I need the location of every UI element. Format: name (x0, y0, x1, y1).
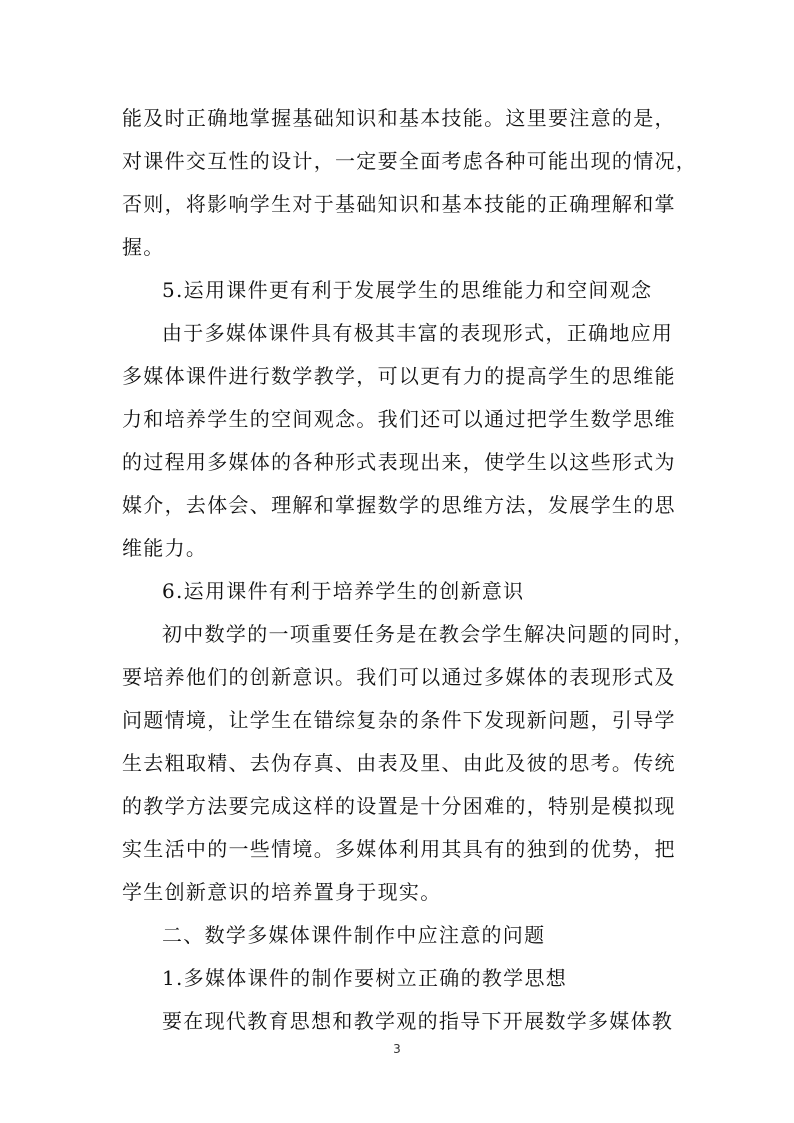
text-line: 学生创新意识的培养置身于现实。 (122, 880, 442, 904)
text-line: 问题情境，让学生在错综复杂的条件下发现新问题，引导学 (122, 708, 676, 732)
page-number: 3 (393, 1042, 401, 1056)
text-line: 媒介，去体会、理解和掌握数学的思维方法，发展学生的思 (122, 493, 676, 517)
text-line: 要培养他们的创新意识。我们可以通过多媒体的表现形式及 (122, 665, 676, 689)
text-line: 实生活中的一些情境。多媒体利用其具有的独到的优势，把 (122, 837, 676, 861)
paragraph-start: 初中数学的一项重要任务是在教会学生解决问题的同时， (162, 622, 695, 646)
text-line: 多媒体课件进行数学教学，可以更有力的提高学生的思维能 (122, 364, 676, 388)
text-line: 否则，将影响学生对于基础知识和基本技能的正确理解和掌 (122, 192, 676, 216)
text-line: 力和培养学生的空间观念。我们还可以通过把学生数学思维 (122, 407, 676, 431)
text-line: 能及时正确地掌握基础知识和基本技能。这里要注意的是， (122, 106, 676, 130)
text-line: 的过程用多媒体的各种形式表现出来，使学生以这些形式为 (122, 450, 676, 474)
paragraph-start: 要在现代教育思想和教学观的指导下开展数学多媒体教 (162, 1009, 674, 1033)
text-line: 对课件交互性的设计，一定要全面考虑各种可能出现的情况， (122, 149, 698, 173)
section-heading-6: 6.运用课件有利于培养学生的创新意识 (162, 579, 525, 603)
chapter-heading-2: 二、数学多媒体课件制作中应注意的问题 (162, 923, 546, 947)
paragraph-start: 由于多媒体课件具有极其丰富的表现形式，正确地应用 (162, 321, 674, 345)
text-line: 的教学方法要完成这样的设置是十分困难的，特别是模拟现 (122, 794, 676, 818)
section-heading-5: 5.运用课件更有利于发展学生的思维能力和空间观念 (162, 278, 653, 302)
text-line: 生去粗取精、去伪存真、由表及里、由此及彼的思考。传统 (122, 751, 676, 775)
text-line: 维能力。 (122, 536, 208, 560)
section-heading-1: 1.多媒体课件的制作要树立正确的教学思想 (162, 966, 568, 990)
text-line: 握。 (122, 235, 165, 259)
